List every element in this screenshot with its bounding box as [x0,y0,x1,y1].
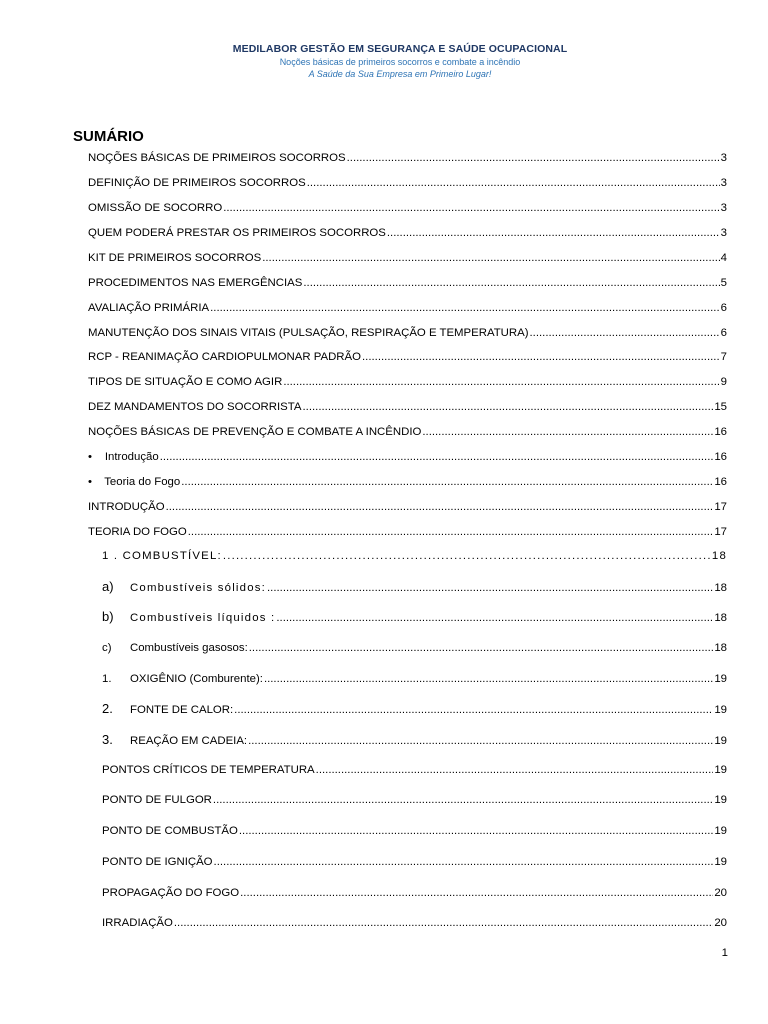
toc-entry-page: 18 [714,612,727,624]
toc-entry[interactable] [88,175,727,191]
dot-leader [214,854,714,870]
toc-entry-page: 19 [714,825,727,837]
toc-entry-label: Combustíveis líquidos : [130,612,276,624]
toc-entry-label: NOÇÕES BÁSICAS DE PRIMEIROS SOCORROS [88,152,346,164]
toc-entry[interactable] [88,150,727,166]
toc-entry-label: PROPAGAÇÃO DO FOGO [102,887,240,899]
toc-entry-label: PONTO DE IGNIÇÃO [102,856,213,868]
toc-entry-page: 3 [720,227,727,239]
toc-entry-label: KIT DE PRIMEIROS SOCORROS [88,252,262,264]
dot-leader [249,640,714,656]
toc-entry-label: QUEM PODERÁ PRESTAR OS PRIMEIROS SOCORROS [88,227,386,239]
toc-entry[interactable] [88,349,727,365]
toc-entry[interactable] [102,671,727,687]
toc-entry-label: TIPOS DE SITUAÇÃO E COMO AGIR [88,376,283,388]
toc-entry-page: 3 [720,152,727,164]
toc-entry-label: REAÇÃO EM CADEIA: [130,735,248,747]
dot-leader [160,449,714,465]
toc-entry-label: Teoria do Fogo [104,476,181,488]
toc-entry-label: PONTOS CRÍTICOS DE TEMPERATURA [102,764,315,776]
toc-entry-label: PROCEDIMENTOS NAS EMERGÊNCIAS [88,277,303,289]
dot-leader [303,399,714,415]
dot-leader [303,275,719,291]
header-subtitle: Noções básicas de primeiros socorros e combate a incêndio [279,57,521,67]
toc-entry-page: 16 [714,476,727,488]
toc-entry-label: 1 . COMBUSTÍVEL: [102,550,222,562]
toc-entry-page: 18 [711,550,727,562]
toc-entry-label: INTRODUÇÃO [88,501,165,513]
toc-entry[interactable] [102,854,727,870]
toc-entry[interactable] [88,474,727,490]
bullet-marker: • [88,451,92,463]
toc-entry-label: DEZ MANDAMENTOS DO SOCORRISTA [88,401,302,413]
dot-leader [166,499,714,515]
toc-entry[interactable] [88,275,727,291]
dot-leader [387,225,720,241]
toc-entry[interactable] [102,640,727,656]
toc-entry[interactable] [102,915,727,931]
toc-entry-page: 5 [720,277,727,289]
toc-entry[interactable] [88,524,727,540]
toc-entry-label: PONTO DE COMBUSTÃO [102,825,238,837]
toc-entry-label: NOÇÕES BÁSICAS DE PREVENÇÃO E COMBATE A INCÊNDIO [88,426,422,438]
dot-leader [347,150,720,166]
dot-leader [210,300,720,316]
list-marker: c) [102,642,112,654]
dot-leader [188,524,714,540]
toc-title: SUMÁRIO [73,128,144,145]
bullet-marker: • [88,476,92,488]
page-number: 1 [721,947,728,959]
toc-entry[interactable] [88,300,727,316]
dot-leader [239,823,713,839]
toc-entry-page: 19 [714,704,727,716]
toc-entry-label: TEORIA DO FOGO [88,526,187,538]
toc-entry-page: 6 [720,327,727,339]
dot-leader [223,200,719,216]
toc-entry-page: 17 [714,501,727,513]
toc-entry-page: 19 [714,794,727,806]
toc-entry-page: 19 [714,735,727,747]
toc-entry-page: 20 [714,887,727,899]
dot-leader [530,325,720,341]
toc-entry-label: RCP - REANIMAÇÃO CARDIOPULMONAR PADRÃO [88,351,361,363]
toc-entry-label: Introdução [104,451,159,463]
toc-entry-page: 16 [714,426,727,438]
toc-entry[interactable] [102,823,727,839]
toc-entry[interactable] [102,609,727,625]
toc-entry-label: OXIGÊNIO (Comburente): [130,673,263,685]
toc-entry[interactable] [102,885,727,901]
toc-entry[interactable] [88,399,727,415]
toc-entry-page: 20 [714,917,727,929]
list-marker: a) [102,579,114,594]
toc-entry-page: 19 [714,673,727,685]
dot-leader [283,374,719,390]
toc-entry[interactable] [102,548,727,564]
toc-entry-page: 19 [714,764,727,776]
toc-entry-page: 16 [714,451,727,463]
dot-leader [267,580,713,595]
toc-entry-page: 18 [714,582,727,594]
toc-entry[interactable] [88,225,727,241]
toc-entry[interactable] [88,449,727,465]
list-marker: 2. [102,701,113,716]
dot-leader [248,733,713,748]
toc-entry-page: 19 [714,856,727,868]
dot-leader [174,915,713,931]
toc-entry-label: Combustíveis sólidos: [130,582,266,594]
toc-entry-page: 3 [720,202,727,214]
toc-entry[interactable] [88,200,727,216]
toc-entry-page: 6 [720,302,727,314]
dot-leader [422,424,713,440]
toc-entry-page: 7 [720,351,727,363]
toc-entry-page: 4 [720,252,727,264]
dot-leader [307,175,720,191]
toc-entry[interactable] [88,325,727,341]
toc-entry[interactable] [102,732,727,748]
toc-entry-label: OMISSÃO DE SOCORRO [88,202,223,214]
toc-entry[interactable] [88,250,727,266]
header-organization: MEDILABOR GESTÃO EM SEGURANÇA E SAÚDE OCUPACIONAL [232,43,568,55]
toc-entry[interactable] [102,762,727,778]
toc-entry[interactable] [102,792,727,808]
toc-entry-label: DEFINIÇÃO DE PRIMEIROS SOCORROS [88,177,306,189]
toc-entry-label: IRRADIAÇÃO [102,917,173,929]
header-tagline: A Saúde da Sua Empresa em Primeiro Lugar! [308,69,492,79]
list-marker: 3. [102,732,113,747]
toc-entry-label: PONTO DE FULGOR [102,794,212,806]
toc-entry-page: 17 [714,526,727,538]
toc-entry[interactable] [88,374,727,390]
toc-entry-page: 3 [720,177,727,189]
toc-entry[interactable] [88,499,727,515]
toc-entry-page: 9 [720,376,727,388]
dot-leader [262,250,719,266]
toc-entry-page: 18 [714,642,727,654]
dot-leader [362,349,720,365]
toc-entry-label: FONTE DE CALOR: [130,704,234,716]
dot-leader [234,702,713,717]
toc-entry[interactable] [102,579,727,595]
toc-entry-label: Combustíveis gasosos: [130,642,248,654]
dot-leader [240,885,713,901]
dot-leader [223,548,711,564]
dot-leader [181,474,713,490]
toc-entry-label: MANUTENÇÃO DOS SINAIS VITAIS (PULSAÇÃO, RESPIRAÇÃO E TEMPERATURA) [88,327,529,339]
toc-entry[interactable] [88,424,727,440]
toc-entry[interactable] [102,701,727,717]
toc-entry-page: 15 [714,401,727,413]
dot-leader [316,762,714,778]
dot-leader [264,671,713,687]
dot-leader [213,792,713,808]
list-marker: b) [102,609,114,624]
list-marker: 1. [102,673,112,685]
dot-leader [276,610,713,625]
toc-entry-label: AVALIAÇÃO PRIMÁRIA [88,302,210,314]
